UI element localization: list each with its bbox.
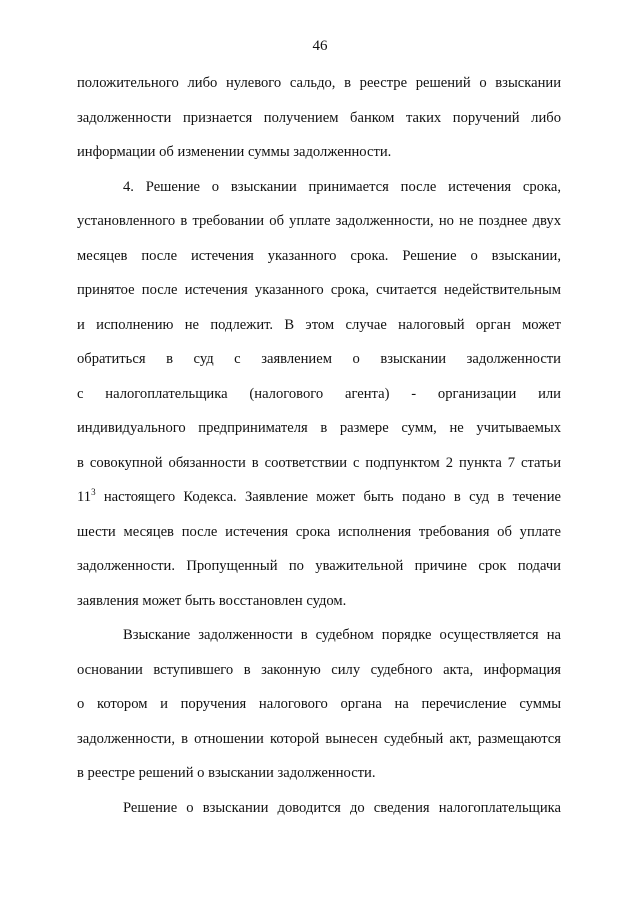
article-ref-rest: настоящего Кодекса. Заявление может быть подано в суд в течение bbox=[95, 489, 561, 505]
text-line: в реестре решений о взыскании задолженности. bbox=[77, 765, 376, 781]
document-body bbox=[77, 66, 561, 825]
text-line: месяцев после истечения указанного срока. Решение о взыскании, bbox=[77, 247, 561, 264]
text-line: и исполнению не подлежит. В этом случае налоговый орган может bbox=[77, 316, 561, 333]
text-line: задолженности. Пропущенный по уважительной причине срок подачи bbox=[77, 558, 561, 574]
text-line: задолженности признается получением банком таких поручений либо bbox=[77, 109, 561, 126]
text-line: индивидуального предпринимателя в размере сумм, не учитываемых bbox=[77, 420, 561, 436]
text-line: положительного либо нулевого сальдо, в реестре решений о взыскании bbox=[77, 75, 561, 91]
article-number: 11 bbox=[77, 489, 92, 505]
text-line: о котором и поручения налогового органа на перечисление суммы bbox=[77, 696, 561, 712]
text-line: заявления может быть восстановлен судом. bbox=[77, 592, 347, 609]
paragraph-2 bbox=[77, 170, 561, 619]
text-line: с налогоплательщика (налогового агента) - организации или bbox=[77, 385, 561, 402]
article-superscript: 3 bbox=[91, 487, 96, 497]
text-line: основании вступившего в законную силу судебного акта, информация bbox=[77, 661, 561, 678]
text-line: шести месяцев после истечения срока исполнения требования об уплате bbox=[77, 523, 561, 540]
text-line: установленного в требовании об уплате задолженности, но не позднее двух bbox=[77, 213, 561, 229]
page-number: 46 bbox=[312, 38, 328, 54]
text-line: Взыскание задолженности в судебном порядке осуществляется на bbox=[123, 627, 561, 643]
text-line: информации об изменении суммы задолженности. bbox=[77, 144, 392, 160]
paragraph-3 bbox=[77, 618, 561, 791]
paragraph-4 bbox=[77, 791, 561, 826]
paragraph-1 bbox=[77, 66, 561, 170]
text-line: 4. Решение о взыскании принимается после истечения срока, bbox=[123, 178, 561, 195]
text-line: принятое после истечения указанного срока, считается недействительным bbox=[77, 282, 561, 298]
text-line: в совокупной обязанности в соответствии с подпунктом 2 пункта 7 статьи bbox=[77, 454, 561, 471]
text-line: обратиться в суд с заявлением о взыскании задолженности bbox=[77, 351, 561, 367]
text-line: задолженности, в отношении которой вынесен судебный акт, размещаются bbox=[77, 730, 561, 747]
text-line-article-ref bbox=[77, 480, 561, 515]
text-line: Решение о взыскании доводится до сведения налогоплательщика bbox=[123, 799, 561, 816]
